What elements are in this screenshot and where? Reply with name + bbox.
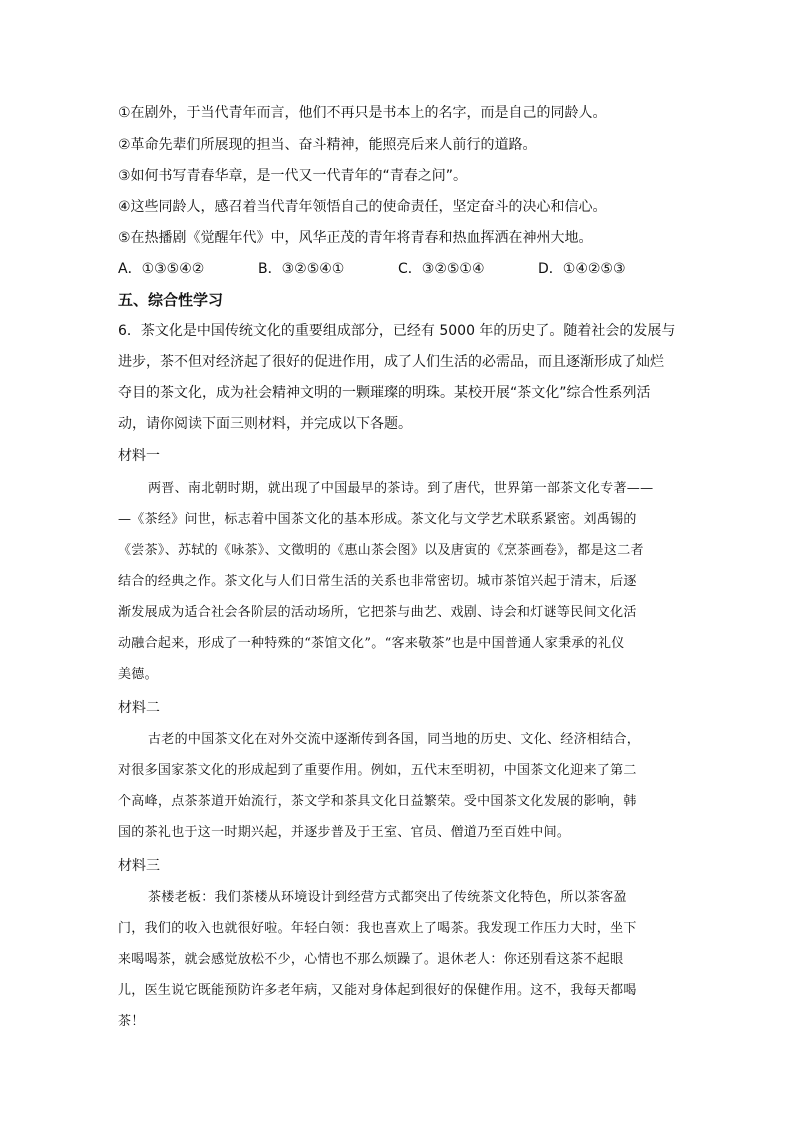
material3-line-5: 茶！ xyxy=(118,1014,145,1029)
material1-line-2: —《茶经》问世，标志着中国茶文化的基本形成。茶文化与文学艺术联系紧密。刘禹锡的 xyxy=(118,512,637,527)
material2-line-2: 对很多国家茶文化的形成起到了重要作用。例如，五代末至明初，中国茶文化迎来了第二 xyxy=(118,763,637,778)
material1-line-5: 渐发展成为适合社会各阶层的活动场所，它把茶与曲艺、戏剧、诗会和灯谜等民间文化活 xyxy=(118,605,637,620)
option-c: C．③②⑤①④ xyxy=(398,261,485,277)
material3-line-2: 门，我们的收入也就很好啦。年轻白领：我也喜欢上了喝茶。我发现工作压力大时，坐下 xyxy=(118,921,637,936)
material1-line-3: 《尝茶》、苏轼的《咏茶》、文徵明的《惠山茶会图》以及唐寅的《烹茶画卷》，都是这二者 xyxy=(118,543,644,558)
sentence-3: ③如何书写青春华章，是一代又一代青年的“青春之问”。 xyxy=(118,168,468,184)
question6-line-3: 夺目的茶文化，成为社会精神文明的一颗璀璨的明珠。某校开展“茶文化”综合性系列活 xyxy=(118,385,651,401)
sentence-1: ①在剧外，于当代青年而言，他们不再只是书本上的名字，而是自己的同龄人。 xyxy=(118,105,607,121)
material1-line-4: 结合的经典之作。茶文化与人们日常生活的关系也非常密切。城市茶馆兴起于清末，后逐 xyxy=(118,574,637,589)
material1-line-1: 两晋、南北朝时期，就出现了中国最早的茶诗。到了唐代，世界第一部茶文化专著—— xyxy=(148,481,654,496)
section-heading: 五、综合性学习 xyxy=(118,291,224,309)
material1-line-7: 美德。 xyxy=(118,667,158,682)
question6-line-2: 进步，茶不但对经济起了很好的促进作用，成了人们生活的必需品，而且逐渐形成了灿烂 xyxy=(118,354,664,370)
answer-options xyxy=(118,259,626,279)
material2-title: 材料二 xyxy=(118,700,160,716)
option-a: A．①③⑤④② xyxy=(118,261,205,277)
sentence-5: ⑤在热播剧《觉醒年代》中，风华正茂的青年将青春和热血挥洒在神州大地。 xyxy=(118,230,593,246)
material3-title: 材料三 xyxy=(118,858,160,874)
material3-line-1: 茶楼老板：我们茶楼从环境设计到经营方式都突出了传统茶文化特色，所以茶客盈 xyxy=(148,890,627,905)
material2-line-1: 古老的中国茶文化在对外交流中逐渐传到各国，同当地的历史、文化、经济相结合， xyxy=(148,732,641,747)
material1-line-6: 动融合起来，形成了一种特殊的“茶馆文化”。“客来敬茶”也是中国普通人家秉承的礼仪 xyxy=(118,636,625,651)
sentence-4: ④这些同龄人，感召着当代青年领悟自己的使命责任，坚定奋斗的决心和信心。 xyxy=(118,199,607,215)
material3-line-4: 儿，医生说它既能预防许多老年病，又能对身体起到很好的保健作用。这不，我每天都喝 xyxy=(118,983,637,998)
option-d: D．①④②⑤③ xyxy=(538,261,626,277)
material2-line-4: 国的茶礼也于这一时期兴起，并逐步普及于王室、官员、僧道乃至百姓中间。 xyxy=(118,825,571,840)
question6-line-1: 6．茶文化是中国传统文化的重要组成部分，已经有 5000 年的历史了。随着社会的发展与 xyxy=(118,323,676,339)
question6-line-4: 动，请你阅读下面三则材料，并完成以下各题。 xyxy=(118,416,412,432)
sentence-2: ②革命先辈们所展现的担当、奋斗精神，能照亮后来人前行的道路。 xyxy=(118,137,537,153)
option-b: B．③②⑤④① xyxy=(258,261,345,277)
material2-line-3: 个高峰，点茶茶道开始流行，茶文学和茶具文化日益繁荣。受中国茶文化发展的影响，韩 xyxy=(118,794,637,809)
material1-title: 材料一 xyxy=(118,448,160,464)
material3-line-3: 来喝喝茶，就会感觉放松不少，心情也不那么烦躁了。退休老人：你还别看这茶不起眼 xyxy=(118,952,624,967)
